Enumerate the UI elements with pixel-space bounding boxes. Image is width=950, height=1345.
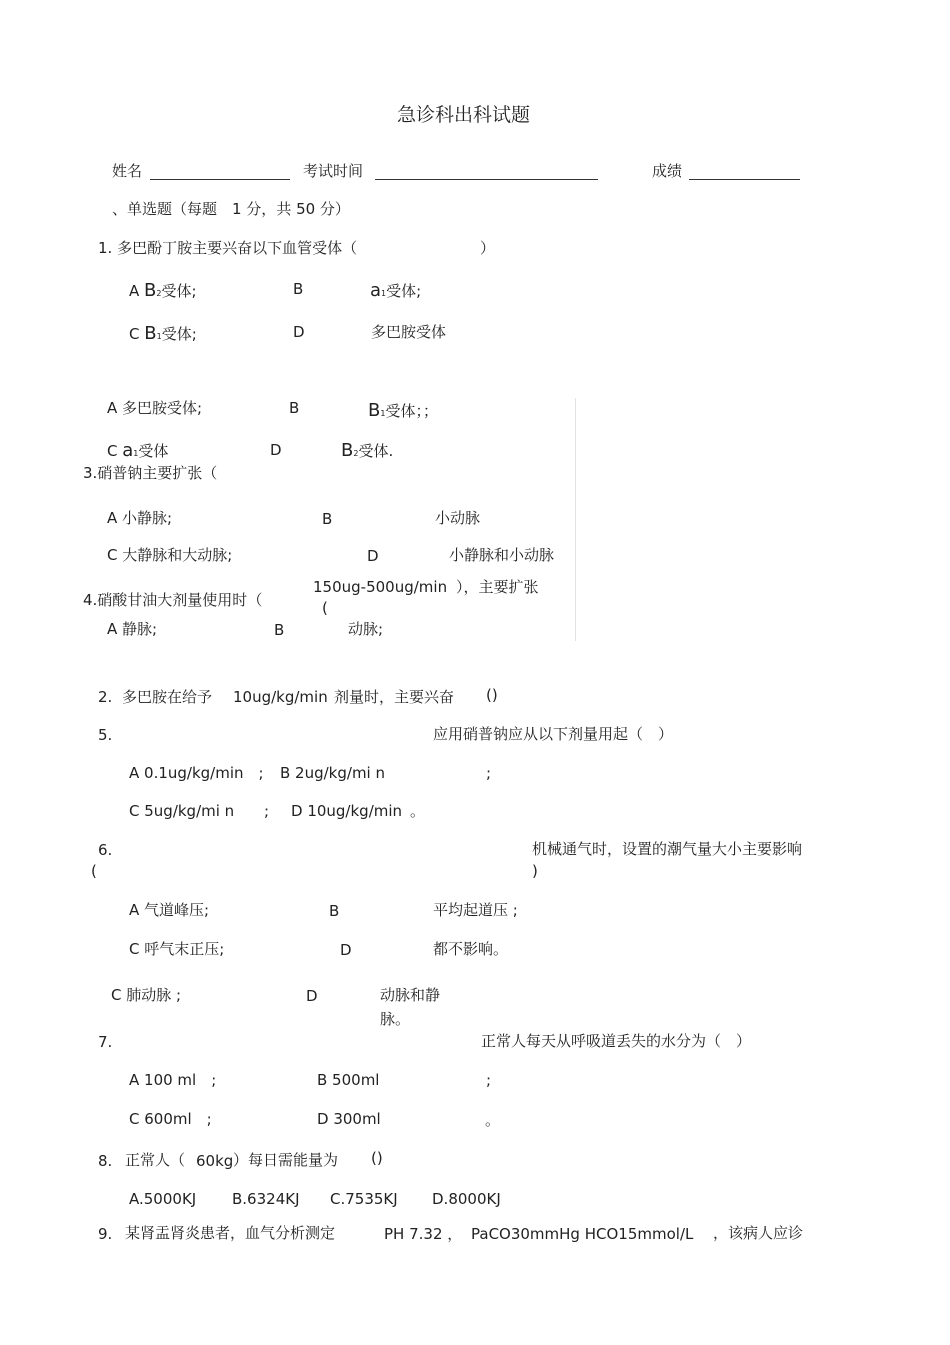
extra-option-d-line1: 动脉和静	[380, 986, 441, 1004]
q1-option-a: A B2受体;	[129, 280, 197, 301]
column-divider	[575, 398, 576, 641]
q4-option-b-letter: B	[274, 621, 285, 639]
q6-stem: 机械通气时，设置的潮气量大小主要影响	[532, 840, 803, 858]
q8-number: 8.	[98, 1152, 113, 1170]
q7-option-a: A 100 ml ;	[129, 1071, 217, 1089]
q2opts-option-d-letter: D	[270, 441, 282, 459]
q9-text-2: ，该病人应诊	[713, 1224, 804, 1242]
q1-option-c: C B1受体;	[129, 323, 197, 344]
q9-number: 9.	[98, 1225, 113, 1243]
q6-option-c: C 呼气末正压;	[129, 940, 225, 958]
name-label: 姓名	[112, 162, 143, 180]
q5-number: 5.	[98, 726, 113, 744]
q8-paren: ()	[371, 1149, 383, 1167]
q7-option-b: B 500ml	[317, 1071, 380, 1089]
q5-option-b: B 2ug/kg/mi n	[280, 764, 385, 782]
q3-option-a: A 小静脉;	[107, 509, 173, 527]
q2-number: 2.	[98, 688, 113, 706]
q6-number: 6.	[98, 841, 113, 859]
q4-option-a: A 静脉;	[107, 620, 158, 638]
q9-text-1: 某肾盂肾炎患者，血气分析测定	[125, 1224, 336, 1242]
q7-number: 7.	[98, 1033, 113, 1051]
q2opts-option-c: C a1受体	[107, 440, 169, 461]
q6-option-a: A 气道峰压;	[129, 901, 210, 919]
q2-text-1: 多巴胺在给予	[122, 688, 213, 706]
q1-option-b-letter: B	[293, 280, 304, 298]
q7-option-d-end: 。	[485, 1111, 501, 1129]
q2opts-option-b-letter: B	[289, 399, 300, 417]
q8-text-1: 正常人（	[125, 1151, 186, 1169]
q8-option-d: D.8000KJ	[432, 1190, 501, 1208]
q2opts-option-a: A 多巴胺受体;	[107, 399, 203, 417]
q2-dose: 10ug/kg/min	[233, 688, 328, 706]
q3-option-c: C 大静脉和大动脉;	[107, 546, 233, 564]
q5-option-c-sep: ;	[264, 802, 270, 820]
q8-option-a: A.5000KJ	[129, 1190, 197, 1208]
q6-left-paren: (	[91, 862, 97, 880]
q8-option-c: C.7535KJ	[330, 1190, 398, 1208]
q3-option-b: 小动脉	[435, 509, 481, 527]
score-label: 成绩	[652, 162, 683, 180]
q6-option-b-letter: B	[329, 902, 340, 920]
q2opts-option-b: B1受体；；	[368, 400, 438, 421]
q4-stem: 4.硝酸甘油大剂量使用时（	[83, 591, 263, 609]
q4-paren: (	[322, 599, 328, 617]
q8-weight: 60kg	[196, 1152, 234, 1170]
section-heading: 、单选题（每题 1 分，共 50 分）	[112, 200, 350, 218]
q6-option-b: 平均起道压 ;	[433, 901, 518, 919]
q5-option-d: D 10ug/kg/min	[291, 802, 403, 820]
q2-paren: ()	[486, 686, 498, 704]
q7-option-d: D 300ml	[317, 1110, 381, 1128]
name-blank[interactable]	[150, 179, 290, 180]
q3-option-b-letter: B	[322, 510, 333, 528]
time-blank[interactable]	[375, 179, 598, 180]
q5-option-d-end: 。	[410, 802, 426, 820]
q4-dose: 150ug-500ug/min	[313, 578, 448, 596]
q5-stem: 应用硝普钠应从以下剂量用起（ ）	[433, 725, 674, 743]
q6-option-d-letter: D	[340, 941, 352, 959]
q4-option-b: 动脉;	[348, 620, 384, 638]
q6-option-d: 都不影响。	[433, 940, 509, 958]
q9-ph: PH 7.32 ，	[384, 1225, 463, 1243]
time-label: 考试时间	[303, 162, 364, 180]
q3-option-d-letter: D	[367, 547, 379, 565]
q1-option-d: 多巴胺受体	[371, 323, 447, 341]
q7-option-c: C 600ml ;	[129, 1110, 212, 1128]
q5-option-b-end: ;	[486, 764, 492, 782]
q1-close: ）	[480, 239, 496, 257]
q7-option-b-end: ;	[486, 1071, 492, 1089]
extra-option-d-letter: D	[306, 987, 318, 1005]
q7-stem: 正常人每天从呼吸道丢失的水分为（ ）	[481, 1032, 752, 1050]
q5-option-c: C 5ug/kg/mi n	[129, 802, 235, 820]
q2opts-option-d: B2受体.	[341, 440, 394, 461]
q8-option-b: B.6324KJ	[232, 1190, 300, 1208]
q6-right-paren: )	[532, 862, 538, 880]
q1-option-b: a1受体;	[370, 280, 422, 301]
q3-option-d: 小静脉和小动脉	[449, 546, 555, 564]
q1-option-d-letter: D	[293, 323, 305, 341]
score-blank[interactable]	[689, 179, 800, 180]
q3-stem: 3.硝普钠主要扩张（	[83, 464, 218, 482]
q2-text-2: 剂量时，主要兴奋	[334, 688, 455, 706]
q1-stem: 1. 多巴酚丁胺主要兴奋以下血管受体（	[98, 239, 358, 257]
q9-gas-values: PaCO30mmHg HCO15mmol/L	[471, 1225, 694, 1243]
q5-option-a: A 0.1ug/kg/min ;	[129, 764, 264, 782]
extra-option-c: C 肺动脉 ;	[111, 986, 182, 1004]
page-title: 急诊科出科试题	[397, 104, 531, 126]
extra-option-d-line2: 脉。	[380, 1010, 411, 1028]
q4-tail: ），主要扩张	[456, 578, 539, 596]
q8-text-2: ）每日需能量为	[233, 1151, 339, 1169]
